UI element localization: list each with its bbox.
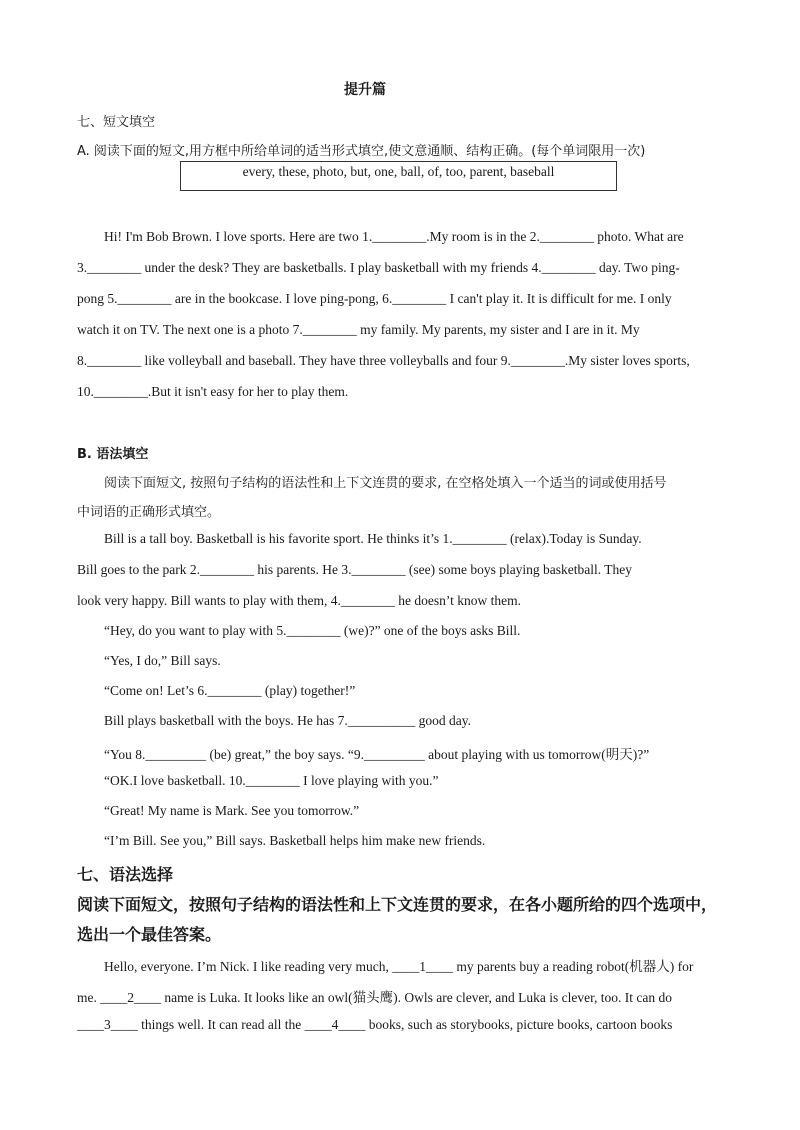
passage-b-line-3: look very happy. Bill wants to play with them, 4.________ he doesn’t know them. bbox=[77, 593, 521, 608]
passage-c-line-3: ____3____ things well. It can read all the ____4____ books, such as storybooks, picture books, cartoon books bbox=[77, 1017, 673, 1032]
passage-c-line-1: Hello, everyone. I’m Nick. I like reading very much, ____1____ my parents buy a reading robot(机器人) for bbox=[104, 959, 694, 974]
passage-a-line-1: Hi! I'm Bob Brown. I love sports. Here are two 1.________.My room is in the 2.________ photo. What are bbox=[104, 229, 684, 244]
grammar-choice-instruction-2: 选出一个最佳答案。 bbox=[77, 925, 222, 944]
section-a-instruction: A. 阅读下面的短文,用方框中所给单词的适当形式填空,使文意通顺、结构正确。(每个单词限用一次) bbox=[77, 144, 646, 159]
passage-a-line-6: 10.________.But it isn't easy for her to play them. bbox=[77, 384, 349, 399]
passage-b-line-6: “Come on! Let’s 6.________ (play) together!” bbox=[104, 683, 356, 698]
passage-a-line-4: watch it on TV. The next one is a photo 7.________ my family. My parents, my sister and I are in it. My bbox=[77, 322, 640, 337]
section-b-heading: B. 语法填空 bbox=[77, 447, 149, 462]
passage-b-line-7: Bill plays basketball with the boys. He has 7.__________ good day. bbox=[104, 713, 471, 728]
grammar-choice-instruction-1: 阅读下面短文，按照句子结构的语法性和上下文连贯的要求，在各小题所给的四个选项中， bbox=[77, 895, 718, 914]
passage-c-line-2: me. ____2____ name is Luka. It looks like an owl(猫头鹰). Owls are clever, and Luka is clever, too. It can do bbox=[77, 990, 673, 1005]
section-b-instruction-2: 中词语的正确形式填空。 bbox=[77, 505, 221, 520]
passage-b-line-2: Bill goes to the park 2.________ his parents. He 3.________ (see) some boys playing basketball. They bbox=[77, 562, 633, 577]
passage-b-line-9: “OK.I love basketball. 10.________ I love playing with you.” bbox=[104, 773, 439, 788]
passage-b-line-10: “Great! My name is Mark. See you tomorrow.” bbox=[104, 803, 360, 818]
passage-a-line-2: 3.________ under the desk? They are basketballs. I play basketball with my friends 4.________ day. Two ping- bbox=[77, 260, 680, 275]
grammar-choice-heading: 七、语法选择 bbox=[77, 865, 174, 884]
passage-b-line-1: Bill is a tall boy. Basketball is his favorite sport. He thinks it’s 1.________ (relax).Today is Sunday. bbox=[104, 531, 642, 546]
passage-a-line-5: 8.________ like volleyball and baseball. They have three volleyballs and four 9.________.My sister loves sports, bbox=[77, 353, 690, 368]
passage-b-line-4: “Hey, do you want to play with 5.________ (we)?” one of the boys asks Bill. bbox=[104, 623, 521, 638]
section-b-instruction-1: 阅读下面短文, 按照句子结构的语法性和上下文连贯的要求, 在空格处填入一个适当的词或使用括号 bbox=[104, 476, 667, 491]
word-box bbox=[180, 161, 617, 191]
section-heading-short-passage: 七、短文填空 bbox=[77, 115, 156, 130]
word-box-text: every, these, photo, but, one, ball, of, too, parent, baseball bbox=[242, 164, 555, 179]
passage-b-line-5: “Yes, I do,” Bill says. bbox=[104, 653, 221, 668]
passage-b-line-11: “I’m Bill. See you,” Bill says. Basketball helps him make new friends. bbox=[104, 833, 486, 848]
passage-b-line-8: “You 8._________ (be) great,” the boy says. “9._________ about playing with us tomorrow(明天)?” bbox=[104, 747, 650, 762]
page-title: 提升篇 bbox=[344, 82, 386, 98]
passage-a-line-3: pong 5.________ are in the bookcase. I love ping-pong, 6.________ I can't play it. It is difficult for me. I only bbox=[77, 291, 672, 306]
